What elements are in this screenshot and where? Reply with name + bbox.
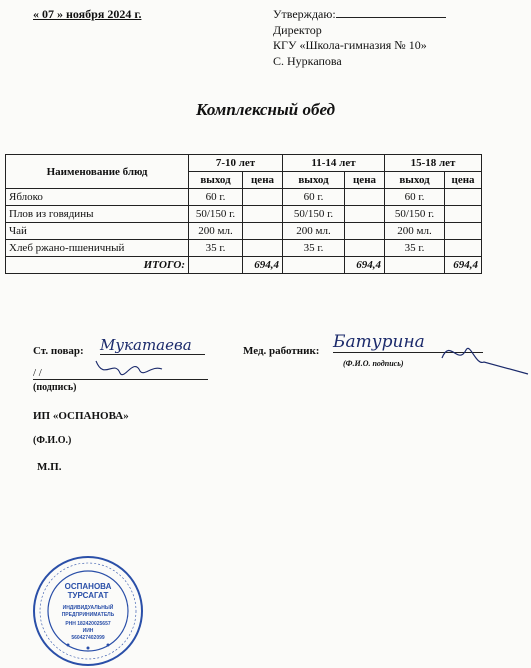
stamp-iin: 560427402099 bbox=[71, 635, 105, 641]
yield-cell: 50/150 г. bbox=[189, 206, 243, 223]
stamp-line4: ПРЕДПРИНИМАТЕЛЬ bbox=[61, 612, 115, 618]
price-cell bbox=[243, 223, 283, 240]
yield-cell: 50/150 г. bbox=[385, 206, 445, 223]
dish-name: Хлеб ржано-пшеничный bbox=[6, 240, 189, 257]
price-cell bbox=[345, 189, 385, 206]
supplier-name: ИП «ОСПАНОВА» bbox=[33, 410, 129, 422]
signature-caption: (подпись) bbox=[33, 382, 77, 393]
table-header-row bbox=[6, 155, 482, 172]
table-row bbox=[6, 223, 482, 240]
subheader-yield: выход bbox=[385, 172, 445, 189]
signature-slash-line: / / bbox=[33, 367, 208, 380]
yield-cell: 60 г. bbox=[189, 189, 243, 206]
cook-handwritten-name: Мукатаева bbox=[100, 336, 205, 355]
price-cell bbox=[445, 206, 482, 223]
stamp-name-line2: ТУРСАГАТ bbox=[67, 591, 109, 600]
total-yield-cell bbox=[385, 257, 445, 274]
cook-label: Ст. повар: bbox=[33, 345, 84, 357]
column-header-age-2: 11-14 лет bbox=[283, 155, 385, 172]
dish-name: Плов из говядины bbox=[6, 206, 189, 223]
price-cell bbox=[345, 206, 385, 223]
total-price: 694,4 bbox=[445, 257, 482, 274]
yield-cell: 35 г. bbox=[283, 240, 345, 257]
approve-title-row bbox=[273, 7, 446, 23]
yield-cell: 200 мл. bbox=[283, 223, 345, 240]
stamp-iin-label: ИИН bbox=[82, 628, 94, 634]
total-price: 694,4 bbox=[243, 257, 283, 274]
dish-name: Чай bbox=[6, 223, 189, 240]
yield-cell: 35 г. bbox=[189, 240, 243, 257]
yield-cell: 200 мл. bbox=[189, 223, 243, 240]
subheader-price: цена bbox=[243, 172, 283, 189]
dish-name: Яблоко bbox=[6, 189, 189, 206]
yield-cell: 35 г. bbox=[385, 240, 445, 257]
column-header-age-3: 15-18 лет bbox=[385, 155, 482, 172]
stamp-rnn: РНН 182420025657 bbox=[65, 621, 111, 627]
director-position: Директор bbox=[273, 22, 322, 37]
organization-name: КГУ «Школа-гимназия № 10» bbox=[273, 38, 427, 52]
yield-cell: 60 г. bbox=[283, 189, 345, 206]
approve-title: Утверждаю: bbox=[273, 7, 336, 21]
director-name: С. Нуркапова bbox=[273, 53, 342, 68]
official-stamp bbox=[32, 555, 144, 667]
price-cell bbox=[345, 240, 385, 257]
price-cell bbox=[445, 189, 482, 206]
yield-cell: 50/150 г. bbox=[283, 206, 345, 223]
med-caption: (Ф.И.О. подпись) bbox=[343, 359, 404, 368]
subheader-price: цена bbox=[345, 172, 385, 189]
fio-caption: (Ф.И.О.) bbox=[33, 435, 72, 446]
total-price: 694,4 bbox=[345, 257, 385, 274]
total-label: ИТОГО: bbox=[6, 257, 189, 274]
yield-cell: 60 г. bbox=[385, 189, 445, 206]
price-cell bbox=[445, 223, 482, 240]
yield-cell: 200 мл. bbox=[385, 223, 445, 240]
med-handwritten-name: Батурина bbox=[333, 332, 483, 353]
price-cell bbox=[345, 223, 385, 240]
table-row bbox=[6, 206, 482, 223]
price-cell bbox=[445, 240, 482, 257]
cook-signature-scribble bbox=[90, 355, 165, 383]
table-total-row bbox=[6, 257, 482, 274]
stamp-line3: ИНДИВИДУАЛЬНЫЙ bbox=[62, 605, 114, 611]
med-signature-scribble bbox=[440, 336, 530, 376]
med-worker-label: Мед. работник: bbox=[243, 345, 320, 357]
document-date: « 07 » ноября 2024 г. bbox=[33, 7, 142, 21]
table-row bbox=[6, 189, 482, 206]
table-row bbox=[6, 240, 482, 257]
price-cell bbox=[243, 240, 283, 257]
page-title: Комплексный обед bbox=[195, 100, 336, 119]
price-cell bbox=[243, 206, 283, 223]
subheader-price: цена bbox=[445, 172, 482, 189]
price-cell bbox=[243, 189, 283, 206]
column-header-dish: Наименование блюд bbox=[6, 155, 189, 189]
approve-signature-line bbox=[336, 7, 446, 18]
total-yield-cell bbox=[189, 257, 243, 274]
subheader-yield: выход bbox=[283, 172, 345, 189]
subheader-yield: выход bbox=[189, 172, 243, 189]
total-yield-cell bbox=[283, 257, 345, 274]
stamp-place-label: М.П. bbox=[37, 461, 62, 473]
stamp-name-line1: ОСПАНОВА bbox=[64, 582, 112, 591]
approval-block bbox=[273, 7, 446, 69]
column-header-age-1: 7-10 лет bbox=[189, 155, 283, 172]
menu-table bbox=[5, 154, 482, 274]
